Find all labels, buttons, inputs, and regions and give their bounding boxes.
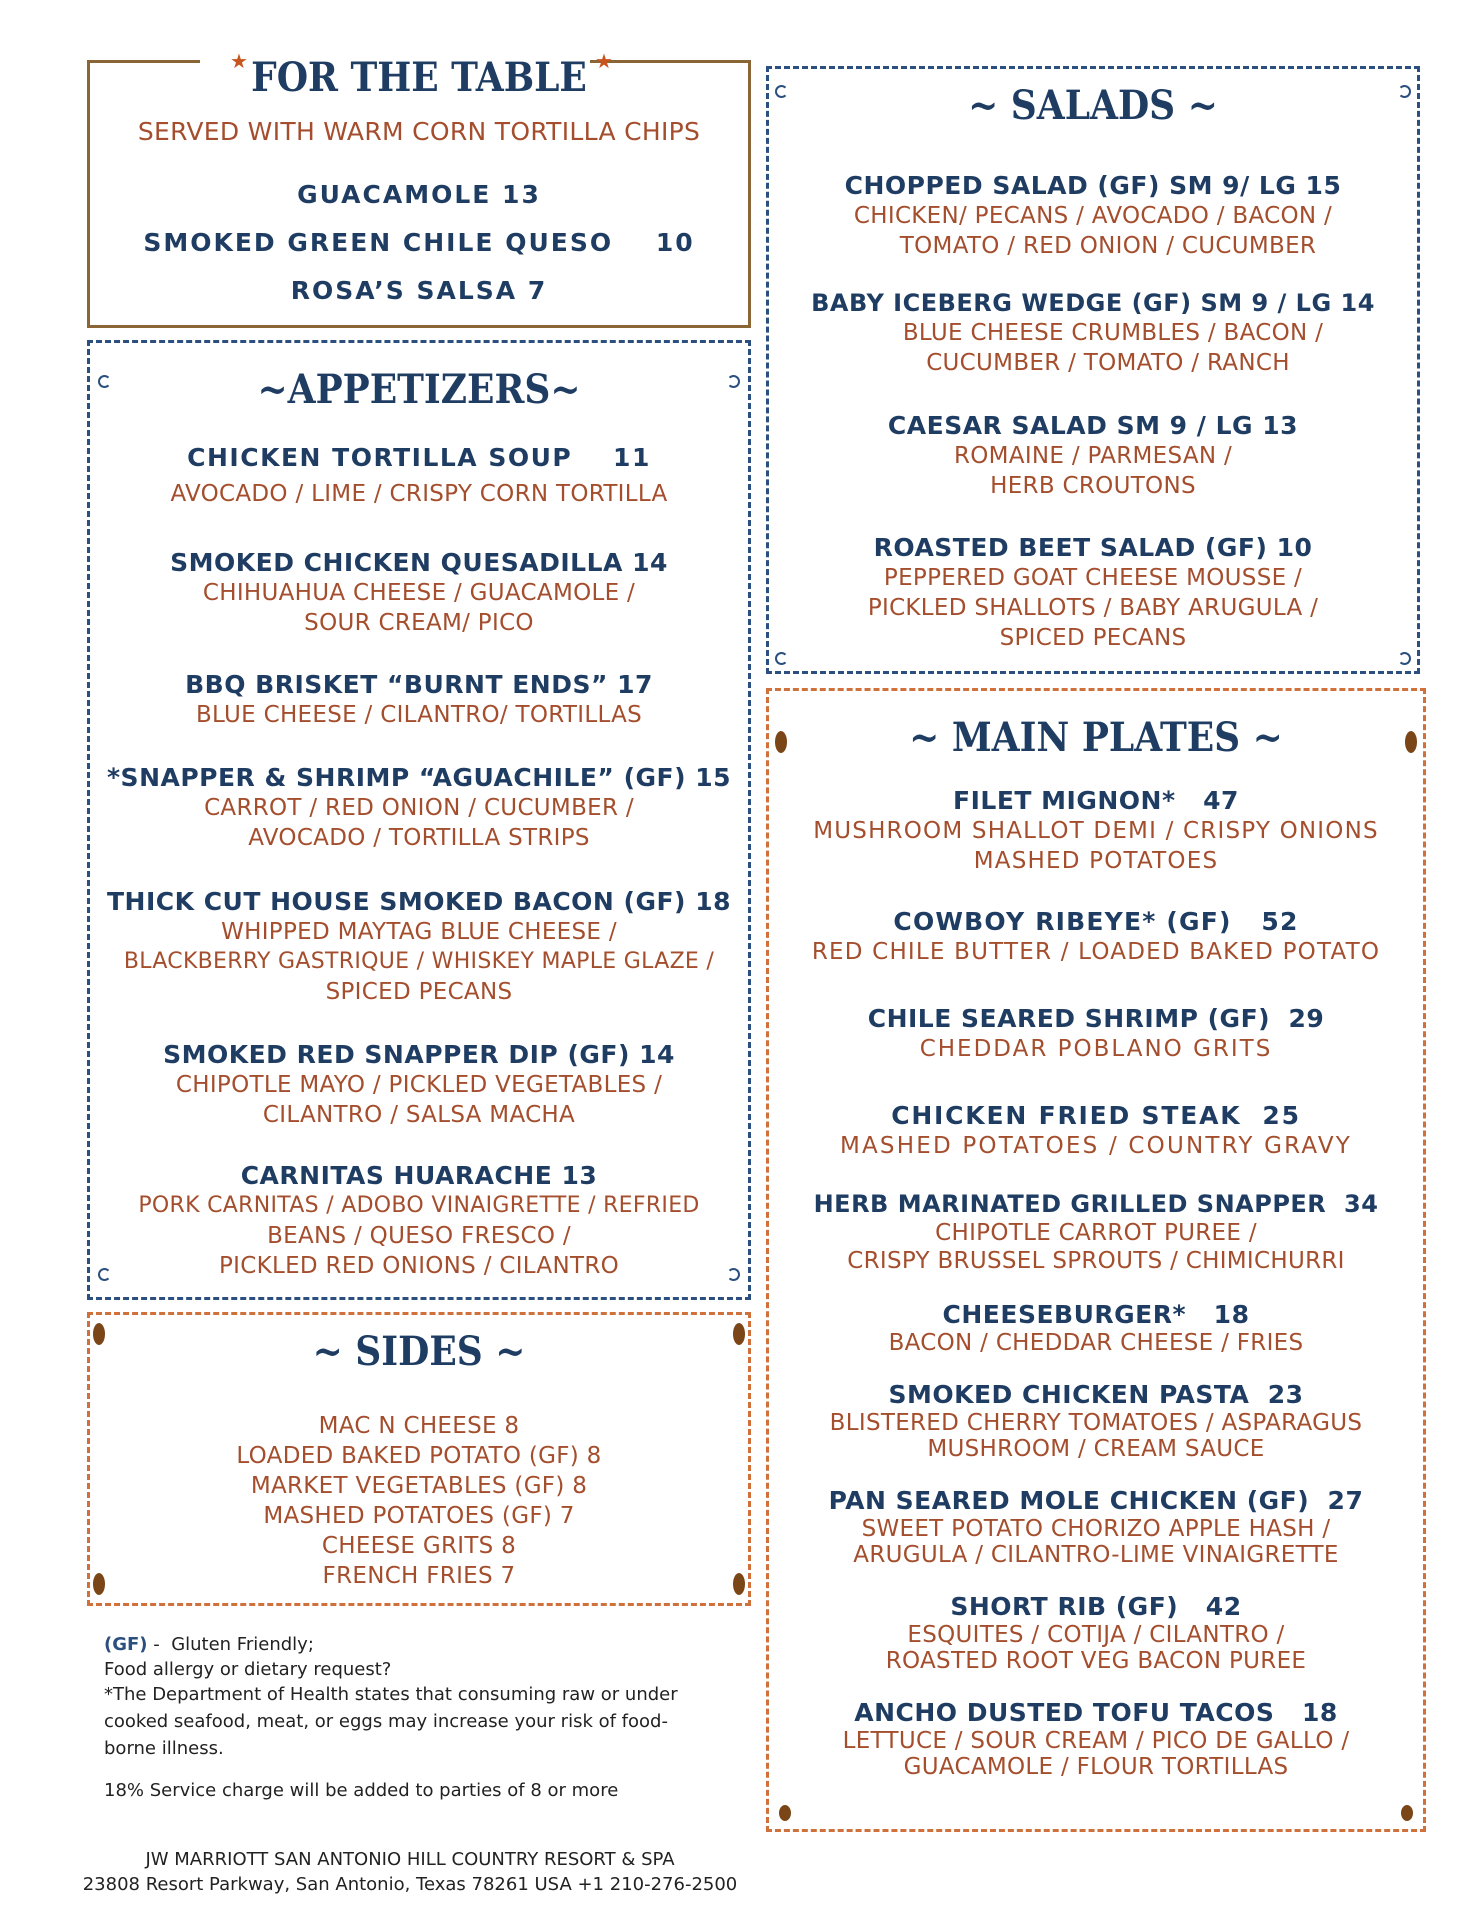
health-note: borne illness. — [104, 1738, 224, 1759]
corner-ornament-icon — [1398, 652, 1411, 665]
side-item: MASHED POTATOES (GF) 7 — [263, 1503, 575, 1529]
menu-item — [90, 443, 748, 509]
item-desc: PEPPERED GOAT CHEESE MOUSSE / — [883, 565, 1303, 591]
appetizers-title: ~APPETIZERS~ — [257, 366, 581, 413]
service-charge-note: 18% Service charge will be added to parties of 8 or more — [104, 1780, 619, 1801]
item-desc: AVOCADO / LIME / CRISPY CORN TORTILLA — [170, 481, 668, 507]
item-desc: BLUE CHEESE CRUMBLES / BACON / — [902, 320, 1324, 346]
item-desc: CRISPY BRUSSEL SPROUTS / CHIMICHURRI — [847, 1248, 1345, 1274]
side-item: LOADED BAKED POTATO (GF) 8 — [236, 1443, 602, 1469]
item-desc: HERB CROUTONS — [990, 473, 1196, 499]
item-desc: BEANS / QUESO FRESCO / — [267, 1223, 571, 1249]
item-name: CHICKEN FRIED STEAK 25 — [891, 1101, 1301, 1130]
item-name: SMOKED CHICKEN QUESADILLA 14 — [170, 548, 668, 577]
item-desc: BLISTERED CHERRY TOMATOES / ASPARAGUS — [829, 1410, 1363, 1436]
star-icon-right: ★ — [595, 49, 613, 73]
item-desc: SPICED PECANS — [325, 979, 513, 1005]
gf-note — [104, 1631, 314, 1658]
item-desc: MUSHROOM SHALLOT DEMI / CRISPY ONIONS — [813, 818, 1379, 844]
side-item: FRENCH FRIES 7 — [322, 1563, 516, 1589]
menu-item — [769, 1300, 1423, 1356]
item-name: SMOKED CHICKEN PASTA 23 — [888, 1380, 1304, 1409]
item-desc: TOMATO / RED ONION / CUCUMBER — [899, 233, 1317, 259]
corner-ornament-icon — [775, 652, 788, 665]
menu-item — [90, 1040, 748, 1130]
item-name: CHOPPED SALAD (GF) SM 9/ LG 15 — [844, 171, 1342, 200]
appetizers-section — [87, 340, 751, 1300]
item-name: COWBOY RIBEYE* (GF) 52 — [893, 907, 1299, 936]
item-desc: CHIHUAHUA CHEESE / GUACAMOLE / — [202, 580, 636, 606]
item-desc: WHIPPED MAYTAG BLUE CHEESE / — [221, 919, 617, 945]
item-desc: SWEET POTATO CHORIZO APPLE HASH / — [861, 1516, 1331, 1542]
menu-item — [90, 670, 748, 730]
item-desc: ARUGULA / CILANTRO-LIME VINAIGRETTE — [853, 1542, 1339, 1568]
item-desc: MASHED POTATOES — [973, 848, 1219, 874]
item-name: PAN SEARED MOLE CHICKEN (GF) 27 — [828, 1486, 1364, 1515]
menu-item — [769, 533, 1417, 653]
item-name: ANCHO DUSTED TOFU TACOS 18 — [854, 1698, 1338, 1727]
menu-item — [769, 1004, 1423, 1064]
health-note: *The Department of Health states that consuming raw or under — [104, 1684, 678, 1705]
sides-list — [90, 1411, 748, 1591]
item-desc: CHIPOTLE CARROT PUREE / — [935, 1220, 1257, 1246]
menu-item — [769, 1698, 1423, 1780]
item-name: CAESAR SALAD SM 9 / LG 13 — [887, 411, 1299, 440]
for-the-table-section — [87, 49, 751, 328]
item-desc: BLUE CHEESE / CILANTRO/ TORTILLAS — [195, 702, 643, 728]
side-item: MAC N CHEESE 8 — [318, 1413, 520, 1439]
item-desc: RED CHILE BUTTER / LOADED BAKED POTATO — [811, 939, 1381, 965]
item-desc: GUACAMOLE / FLOUR TORTILLAS — [903, 1754, 1289, 1780]
for-the-table-title: FOR THE TABLE — [251, 54, 587, 101]
table-item: ROSA’S SALSA 7 — [290, 276, 548, 305]
item-name: SHORT RIB (GF) 42 — [950, 1592, 1242, 1621]
item-name: SMOKED RED SNAPPER DIP (GF) 14 — [163, 1040, 675, 1069]
menu-item — [769, 907, 1423, 967]
menu-item — [769, 1189, 1423, 1275]
menu-item — [769, 288, 1417, 378]
item-name: *SNAPPER & SHRIMP “AGUACHILE” (GF) 15 — [106, 763, 732, 792]
item-name: ROASTED BEET SALAD (GF) 10 — [873, 533, 1313, 562]
side-item: MARKET VEGETABLES (GF) 8 — [250, 1473, 588, 1499]
sides-title: ~ SIDES ~ — [312, 1328, 526, 1375]
item-desc: ESQUITES / COTIJA / CILANTRO / — [907, 1622, 1285, 1648]
hotel-address: 23808 Resort Parkway, San Antonio, Texas 78261 USA +1 210-276-2500 — [82, 1874, 738, 1895]
allergy-note: Food allergy or dietary request? — [104, 1659, 392, 1680]
for-the-table-subtitle: SERVED WITH WARM CORN TORTILLA CHIPS — [137, 117, 701, 146]
menu-item — [769, 1486, 1423, 1568]
gf-label: (GF) — [104, 1634, 148, 1655]
main-plates-title: ~ MAIN PLATES ~ — [909, 714, 1283, 761]
menu-item — [769, 786, 1423, 876]
item-desc: PORK CARNITAS / ADOBO VINAIGRETTE / REFRIED — [138, 1193, 700, 1218]
menu-item — [769, 1380, 1423, 1462]
item-desc: CHICKEN/ PECANS / AVOCADO / BACON / — [853, 203, 1333, 229]
item-name: BBQ BRISKET “BURNT ENDS” 17 — [185, 670, 653, 699]
item-desc: SOUR CREAM/ PICO — [304, 610, 534, 636]
item-desc: BLACKBERRY GASTRIQUE / WHISKEY MAPLE GLAZE / — [123, 949, 715, 974]
item-desc: PICKLED SHALLOTS / BABY ARUGULA / — [867, 595, 1319, 621]
table-item: GUACAMOLE 13 — [297, 180, 541, 209]
item-desc: MUSHROOM / CREAM SAUCE — [927, 1436, 1265, 1462]
item-name: CHEESEBURGER* 18 — [942, 1300, 1250, 1329]
health-note: cooked seafood, meat, or eggs may increase your risk of food- — [104, 1711, 668, 1732]
item-desc: MASHED POTATOES / COUNTRY GRAVY — [839, 1133, 1353, 1159]
item-name: FILET MIGNON* 47 — [953, 786, 1239, 815]
item-desc: CUCUMBER / TOMATO / RANCH — [926, 350, 1290, 376]
item-desc: SPICED PECANS — [999, 625, 1187, 651]
menu-item — [90, 548, 748, 638]
corner-dot-icon — [779, 1805, 791, 1821]
item-name: HERB MARINATED GRILLED SNAPPER 34 — [813, 1190, 1379, 1218]
item-desc: CILANTRO / SALSA MACHA — [262, 1102, 576, 1128]
item-desc: AVOCADO / TORTILLA STRIPS — [248, 825, 590, 851]
item-name: THICK CUT HOUSE SMOKED BACON (GF) 18 — [107, 887, 731, 916]
salads-section — [766, 66, 1420, 674]
item-desc: CHIPOTLE MAYO / PICKLED VEGETABLES / — [175, 1072, 663, 1098]
star-icon-left: ★ — [230, 49, 248, 73]
item-name: CHICKEN TORTILLA SOUP 11 — [187, 443, 651, 472]
menu-item — [769, 411, 1417, 501]
item-desc: ROMAINE / PARMESAN / — [953, 443, 1233, 469]
table-item: SMOKED GREEN CHILE QUESO 10 — [143, 228, 695, 257]
sides-section — [87, 1312, 751, 1606]
item-desc: CHEDDAR POBLANO GRITS — [919, 1036, 1273, 1062]
item-name: BABY ICEBERG WEDGE (GF) SM 9 / LG 14 — [811, 289, 1375, 317]
menu-item — [769, 1101, 1423, 1161]
gf-text: - Gluten Friendly; — [147, 1634, 314, 1655]
item-desc: PICKLED RED ONIONS / CILANTRO — [218, 1253, 620, 1279]
item-name: CHILE SEARED SHRIMP (GF) 29 — [867, 1004, 1325, 1033]
item-desc: CARROT / RED ONION / CUCUMBER / — [204, 795, 634, 821]
side-item: CHEESE GRITS 8 — [321, 1533, 517, 1559]
hotel-name: JW MARRIOTT SAN ANTONIO HILL COUNTRY RESORT & SPA — [145, 1849, 675, 1870]
menu-item — [90, 887, 748, 1007]
menu-item — [90, 1161, 748, 1281]
menu-item — [90, 763, 748, 853]
item-desc: ROASTED ROOT VEG BACON PUREE — [885, 1648, 1307, 1674]
salads-title: ~ SALADS ~ — [968, 82, 1218, 129]
item-desc: LETTUCE / SOUR CREAM / PICO DE GALLO / — [842, 1728, 1350, 1754]
main-plates-section — [766, 688, 1426, 1832]
menu-item — [769, 171, 1417, 261]
menu-item — [769, 1592, 1423, 1674]
item-name: CARNITAS HUARACHE 13 — [240, 1161, 598, 1190]
corner-dot-icon — [1401, 1805, 1413, 1821]
item-desc: BACON / CHEDDAR CHEESE / FRIES — [888, 1330, 1304, 1356]
